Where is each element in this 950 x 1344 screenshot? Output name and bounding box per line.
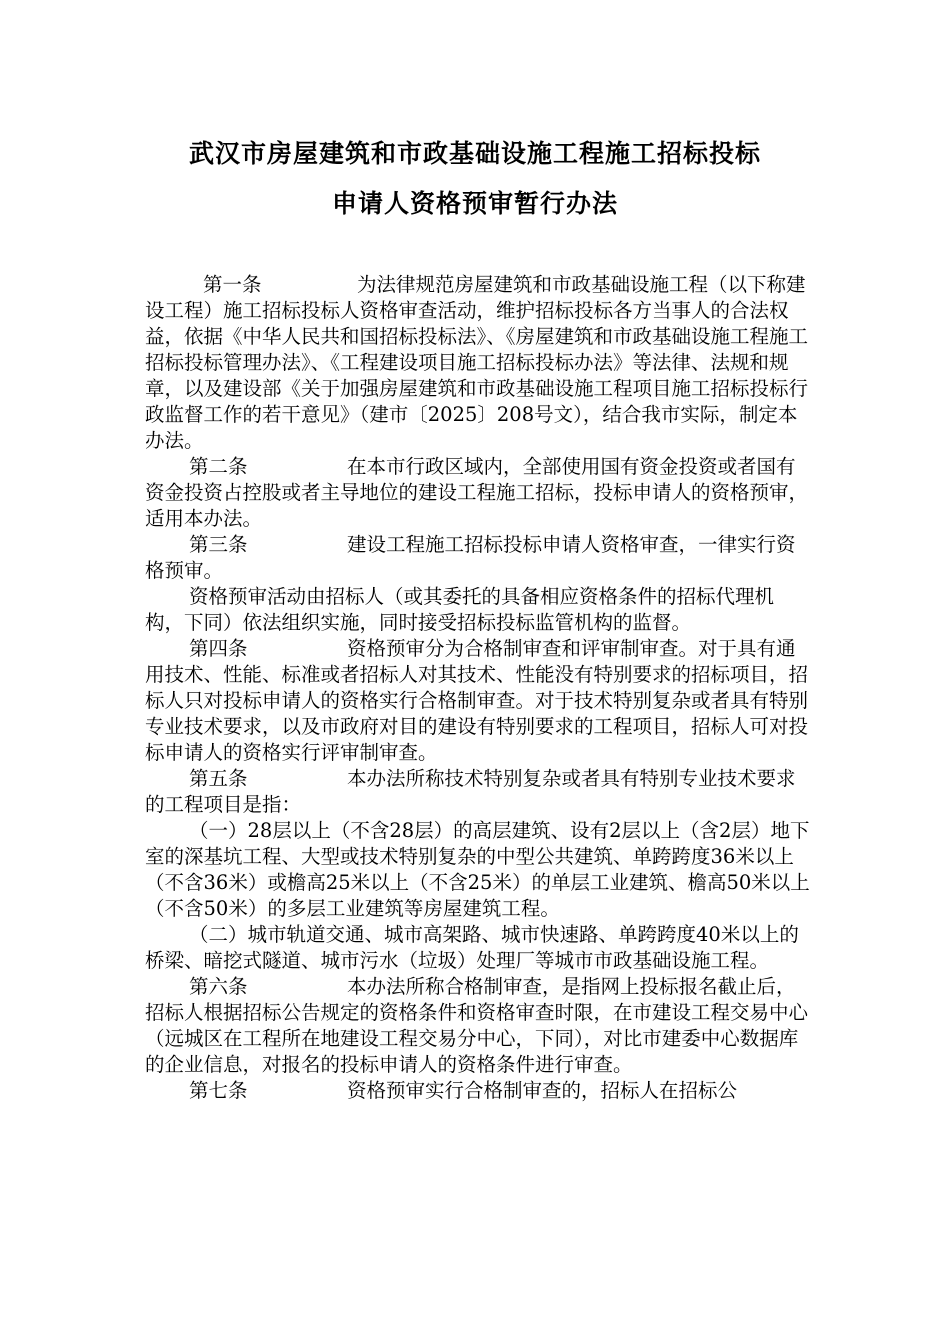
article-7 <box>145 1078 810 1104</box>
article-label: 第五条 <box>189 767 248 790</box>
article-text: 本办法所称合格制审查，是指网上投标报名截止后，招标人根据招标公告规定的资格条件和资格审查时限，在市建设工程交易中心（远城区在工程所在地建设工程交易分中心，下同），对比市建委中心数据库的企业信息，对报名的投标申请人的资格条件进行审查。 <box>145 975 809 1076</box>
article-1 <box>145 272 810 454</box>
article-3-paragraph-2 <box>145 584 810 636</box>
article-label: 第一条 <box>203 273 262 296</box>
article-3 <box>145 532 810 584</box>
article-4 <box>145 636 810 766</box>
article-text: （一）28层以上（不含28层）的高层建筑、设有2层以上（含2层）地下室的深基坑工程、大型或技术特别复杂的中型公共建筑、单跨跨度36米以上（不含36米）或檐高25米以上（不含25米）的单层工业建筑、檐高50米以上（不含50米）的多层工业建筑等房屋建筑工程。 <box>145 819 810 920</box>
document-title-line-1: 武汉市房屋建筑和市政基础设施工程施工招标投标 <box>188 139 761 168</box>
article-text: 本办法所称技术特别复杂或者具有特别专业技术要求的工程项目是指： <box>145 767 796 816</box>
document-body <box>145 272 810 1104</box>
article-text: 资格预审分为合格制审查和评审制审查。对于具有通用技术、性能、标准或者招标人对其技术、性能没有特别要求的招标项目，招标人只对投标申请人的资格实行合格制审查。对于技术特别复杂或者具有特别专业技术要求，以及市政府对目的建设有特别要求的工程项目，招标人可对投标申请人的资格实行评审制审查。 <box>145 637 809 764</box>
article-5 <box>145 766 810 818</box>
article-text: 资格预审活动由招标人（或其委托的具备相应资格条件的招标代理机构，下同）依法组织实施，同时接受招标投标监管机构的监督。 <box>145 585 775 634</box>
article-label: 第四条 <box>189 637 248 660</box>
article-text: 为法律规范房屋建筑和市政基础设施工程（以下称建设工程）施工招标投标人资格审查活动，维护招标投标各方当事人的合法权益，依据《中华人民共和国招标投标法》、《房屋建筑和市政基础设施工程施工招标投标管理办法》、《工程建设项目施工招标投标办法》等法律、法规和规章，以及建设部《关于加强房屋建筑和市政基础设施工程项目施工招标投标行政监督工作的若干意见》（建市〔2025〕208号文），结合我市实际，制定本办法。 <box>145 273 809 452</box>
article-text: 在本市行政区域内，全部使用国有资金投资或者国有资金投资占控股或者主导地位的建设工程施工招标，投标申请人的资格预审，适用本办法。 <box>145 455 809 530</box>
article-2 <box>145 454 810 532</box>
article-label: 第二条 <box>189 455 248 478</box>
article-label: 第六条 <box>189 975 248 998</box>
article-text: 资格预审实行合格制审查的，招标人在招标公 <box>347 1079 738 1102</box>
article-6 <box>145 974 810 1078</box>
article-text: 建设工程施工招标投标申请人资格审查，一律实行资格预审。 <box>145 533 796 582</box>
article-5-item-1 <box>145 818 810 922</box>
article-text: （二）城市轨道交通、城市高架路、城市快速路、单跨跨度40米以上的桥梁、暗挖式隧道、城市污水（垃圾）处理厂等城市市政基础设施工程。 <box>145 923 799 972</box>
document-title-line-2: 申请人资格预审暂行办法 <box>331 189 618 218</box>
article-label: 第三条 <box>189 533 248 556</box>
article-label: 第七条 <box>189 1079 248 1102</box>
article-5-item-2 <box>145 922 810 974</box>
